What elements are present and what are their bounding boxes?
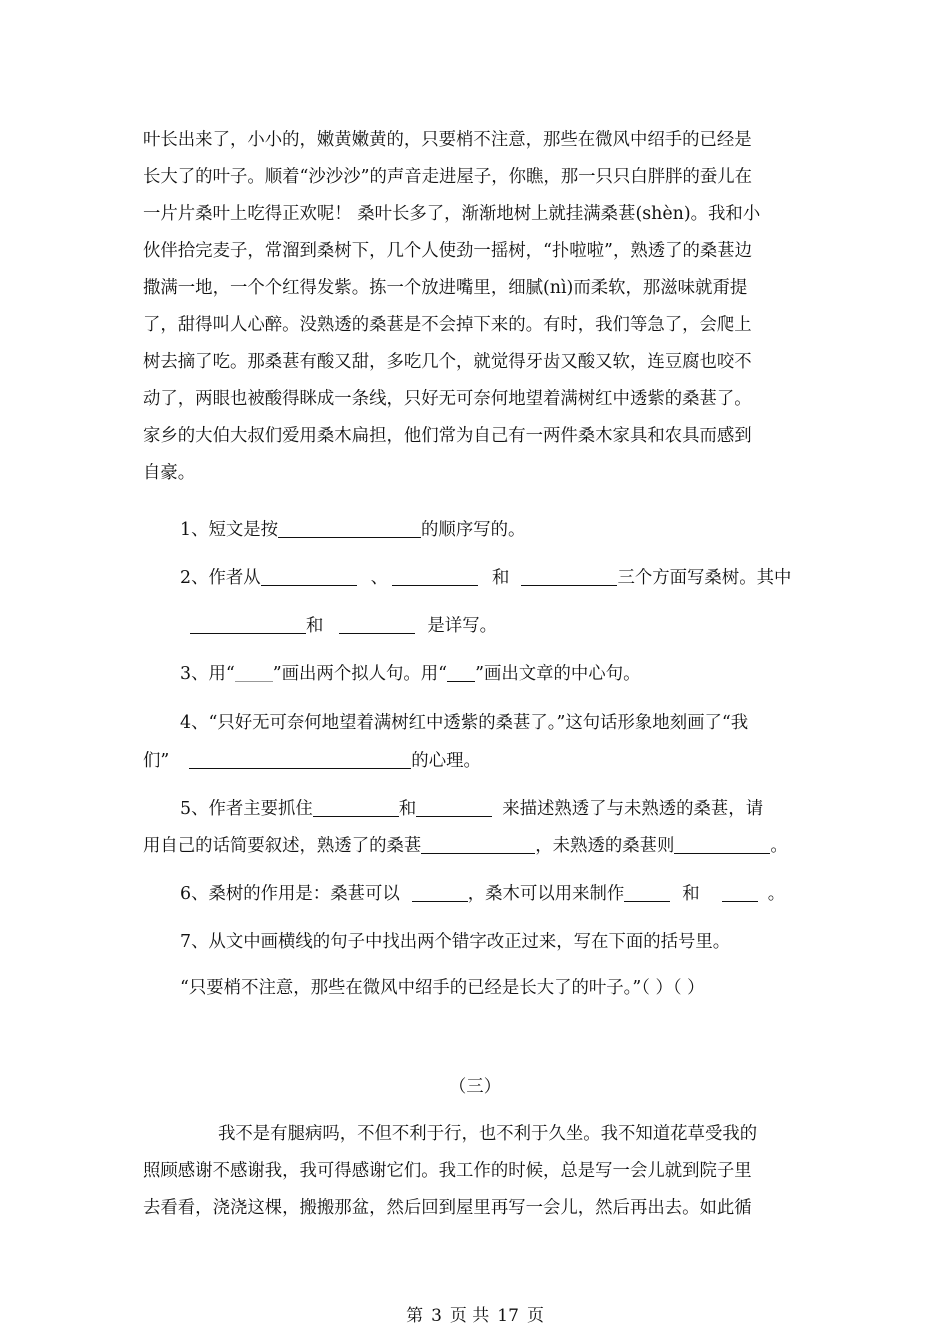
passage-line: 伙伴拾完麦子，常溜到桑树下，几个人使劲一摇树，“扑啦啦”，熟透了的桑葚边 — [143, 241, 753, 261]
question-text: 4、“只好无可奈何地望着满树红中透紫的桑葚了。”这句话形象地刻画了“我 — [180, 713, 749, 733]
answer-blank[interactable] — [190, 615, 306, 634]
section3-line: 去看看，浇浇这棵，搬搬那盆，然后回到屋里再写一会儿，然后再出去。如此循 — [143, 1198, 752, 1218]
passage-line: 家乡的大伯大叔们爱用桑木扁担，他们常为自己有一两件桑木家具和农具而感到 — [143, 426, 752, 446]
answer-blank[interactable] — [412, 883, 468, 902]
question-text: ，桑木可以用来制作 — [467, 884, 625, 904]
answer-blank[interactable] — [278, 519, 421, 538]
passage-line: 一片片桑叶上吃得正欢呢！ 桑叶长多了，渐渐地树上就挂满桑葚(shèn)。我和小 — [143, 204, 761, 224]
passage-line: 撒满一地，一个个红得发紫。拣一个放进嘴里，细腻(nì)而柔软，那滋味就甭提 — [143, 278, 748, 298]
question-4 — [180, 711, 820, 735]
passage-line: 树去摘了吃。那桑葚有酸又甜，多吃几个，就觉得牙齿又酸又软，连豆腐也咬不 — [143, 352, 752, 372]
question-5 — [180, 797, 820, 821]
question-text: 6、桑树的作用是：桑葚可以 — [180, 884, 400, 904]
question-text: 和 — [306, 616, 324, 636]
question-text: 用自己的话简要叙述，熟透了的桑葚 — [143, 836, 422, 856]
footer-total-pages: 17 — [497, 1306, 519, 1326]
passage-line: 自豪。 — [143, 463, 196, 483]
question-text: 们” — [143, 751, 170, 771]
answer-blank[interactable] — [624, 883, 670, 902]
answer-blank[interactable] — [421, 835, 535, 854]
footer-suffix: 页 — [526, 1306, 544, 1326]
footer-mid: 页 共 — [449, 1306, 490, 1326]
question-text: 来描述熟透了与未熟透的桑葚，请 — [502, 799, 764, 819]
question-text: 、 — [370, 568, 389, 588]
section3-line: 我不是有腿病吗，不但不利于行，也不利于久坐。我不知道花草受我的 — [218, 1124, 758, 1144]
straight-line-sample — [447, 663, 475, 682]
answer-blank[interactable] — [521, 567, 617, 586]
question-text: 是详写。 — [427, 616, 497, 636]
answer-blank[interactable] — [313, 798, 399, 817]
question-text: 和 — [682, 884, 700, 904]
question-text: ”画出两个拟人句。用“ — [272, 664, 448, 684]
question-6 — [180, 882, 820, 906]
question-2-cont — [190, 614, 830, 638]
passage-line: 动了，两眼也被酸得眯成一条线，只好无可奈何地望着满树红中透紫的桑葚了。 — [143, 389, 752, 409]
question-5-cont — [143, 834, 833, 858]
question-text: 三个方面写桑树。其中 — [617, 568, 792, 588]
question-3 — [180, 662, 820, 686]
answer-blank[interactable] — [392, 567, 478, 586]
section-heading: （三） — [448, 1077, 502, 1097]
passage-line: 叶长出来了，小小的，嫩黄嫩黄的，只要梢不注意，那些在微风中绍手的已经是 — [143, 130, 752, 150]
question-1 — [180, 518, 820, 542]
footer-page-number: 3 — [431, 1306, 442, 1326]
question-text: 。 — [770, 836, 788, 856]
wavy-line-sample — [235, 663, 273, 682]
answer-blank[interactable] — [416, 798, 492, 817]
question-text: 3、用“ — [180, 664, 235, 684]
question-text: 和 — [398, 799, 417, 819]
page-footer — [0, 1305, 950, 1327]
question-text: “只要梢不注意，那些在微风中绍手的已经是长大了的叶子。”（ ）（ ） — [180, 978, 705, 998]
question-7 — [180, 930, 820, 954]
question-text: ，未熟透的桑葚则 — [535, 836, 675, 856]
passage-line: 长大了的叶子。顺着“沙沙沙”的声音走进屋子，你瞧，那一只只白胖胖的蚕儿在 — [143, 167, 753, 187]
answer-blank[interactable] — [674, 835, 770, 854]
question-2 — [180, 566, 820, 590]
question-text: 和 — [492, 568, 510, 588]
question-text: 的顺序写的。 — [421, 520, 526, 540]
question-text: 。 — [767, 884, 786, 904]
answer-blank[interactable] — [261, 567, 357, 586]
section3-line: 照顾感谢不感谢我，我可得感谢它们。我工作的时候，总是写一会儿就到院子里 — [143, 1161, 752, 1181]
footer-prefix: 第 — [406, 1306, 424, 1326]
question-text: 7、从文中画横线的句子中找出两个错字改正过来，写在下面的括号里。 — [180, 932, 731, 952]
question-text: 5、作者主要抓住 — [180, 799, 313, 819]
answer-blank[interactable] — [339, 615, 415, 634]
answer-blank[interactable] — [189, 750, 411, 769]
question-text: 2、作者从 — [180, 568, 261, 588]
passage-line: 了，甜得叫人心醉。没熟透的桑葚是不会掉下来的。有时，我们等急了，会爬上 — [143, 315, 752, 335]
answer-blank[interactable] — [722, 883, 758, 902]
question-text: 1、短文是按 — [180, 520, 279, 540]
question-7-sentence — [180, 976, 820, 1000]
question-text: ”画出文章的中心句。 — [475, 664, 641, 684]
question-4-cont — [143, 749, 815, 773]
question-text: 的心理。 — [411, 751, 481, 771]
